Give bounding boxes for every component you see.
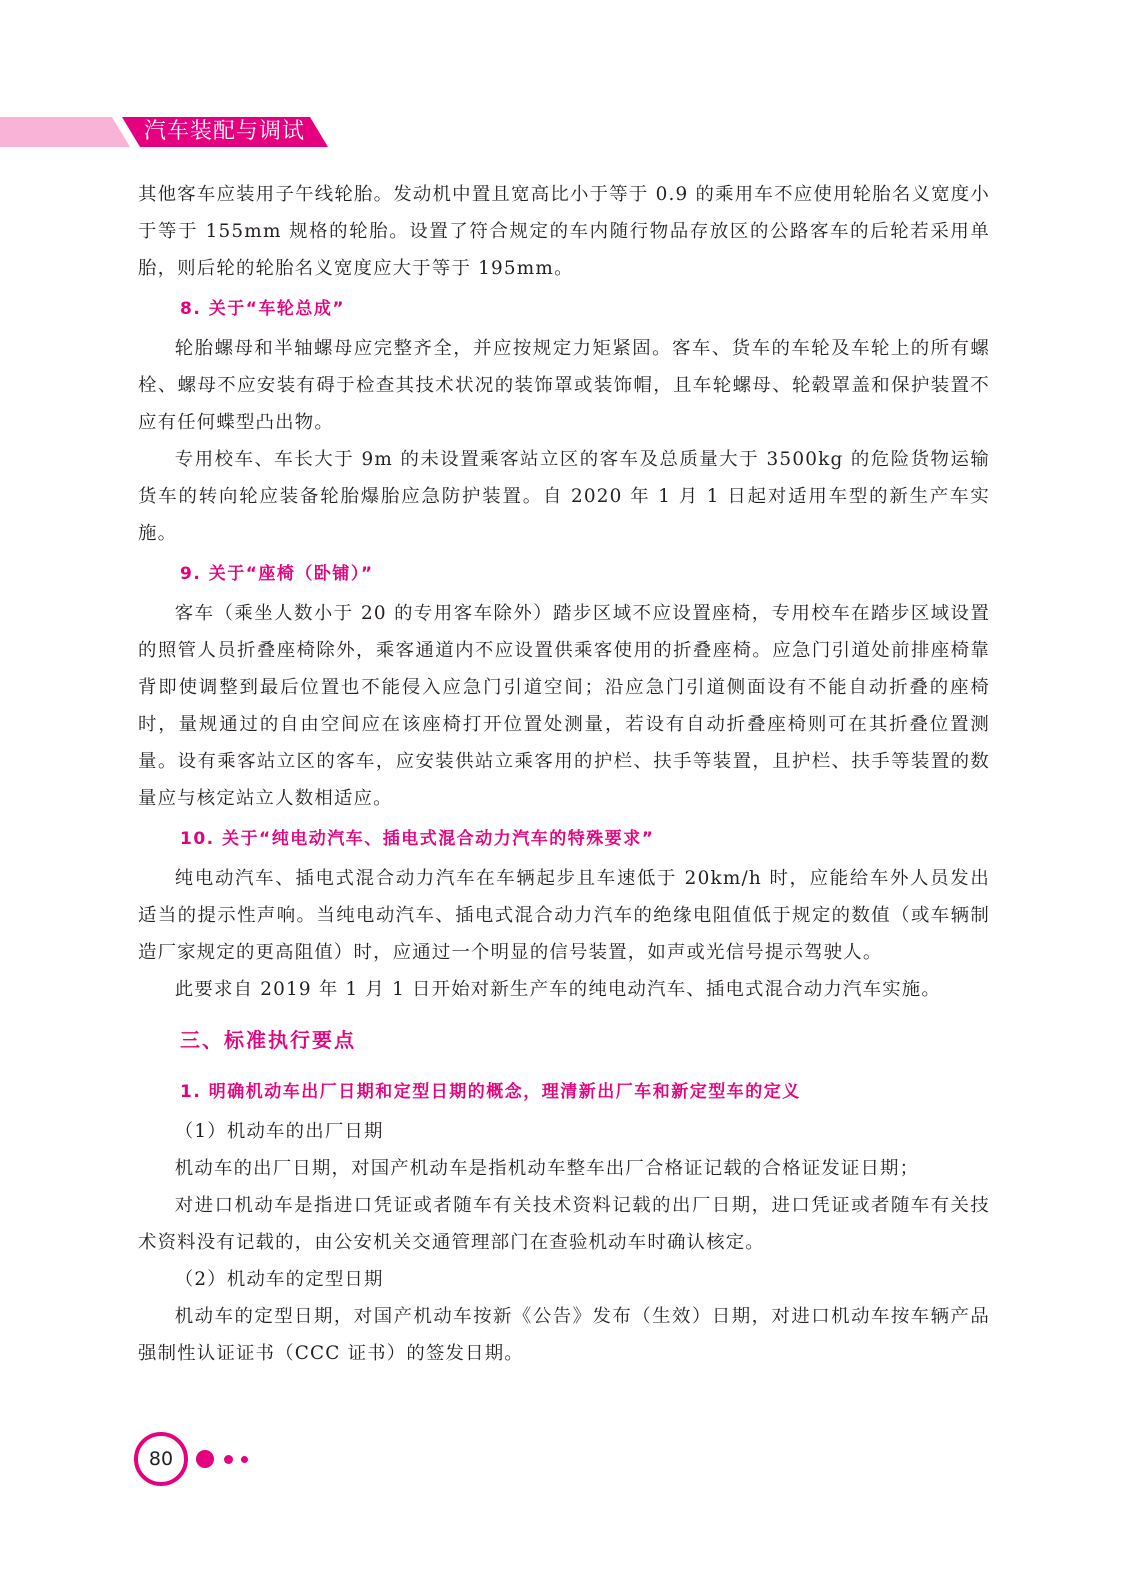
- heading-manufacture-date-concepts: 1. 明确机动车出厂日期和定型日期的概念，理清新出厂车和新定型车的定义: [180, 1082, 801, 1102]
- paragraph-type-approval-date: 机动车的定型日期，对国产机动车按新《公告》发布（生效）日期，对进口机动车按车辆产品强制性认证证书（CCC 证书）的签发日期。: [138, 1306, 990, 1364]
- heading-wheel-assembly: 8. 关于“车轮总成”: [180, 299, 346, 319]
- subheading-manufacture-date: （1）机动车的出厂日期: [174, 1121, 384, 1142]
- heading-electric-vehicles: 10. 关于“纯电动汽车、插电式混合动力汽车的特殊要求”: [180, 829, 655, 849]
- subheading-type-approval-date: （2）机动车的定型日期: [174, 1269, 384, 1290]
- section-heading-key-points: 三、标准执行要点: [180, 1028, 356, 1052]
- paragraph-ev-effective-date: 此要求自 2019 年 1 月 1 日开始对新生产车的纯电动汽车、插电式混合动力汽车实施。: [174, 979, 941, 1000]
- decorative-dot-small: [241, 1456, 248, 1463]
- heading-seats: 9. 关于“座椅（卧铺）”: [180, 564, 374, 584]
- paragraph-domestic-manufacture-date: 机动车的出厂日期，对国产机动车是指机动车整车出厂合格证记载的合格证发证日期；: [174, 1158, 920, 1179]
- page-number: 80: [148, 1448, 174, 1470]
- header-band: [0, 117, 330, 147]
- paragraph-wheel-nuts: 轮胎螺母和半轴螺母应完整齐全，并应按规定力矩紧固。客车、货车的车轮及车轮上的所有螺栓、螺母不应安装有碍于检查其技术状况的装饰罩或装饰帽，且车轮螺母、轮毂罩盖和保护装置不应有任何蝶型凸出物。: [138, 338, 990, 433]
- book-title: 汽车装配与调试: [144, 119, 306, 144]
- page-content: [138, 176, 990, 1372]
- decorative-dot-large: [196, 1450, 214, 1468]
- paragraph-intro: 其他客车应装用子午线轮胎。发动机中置且宽高比小于等于 0.9 的乘用车不应使用轮胎名义宽度小于等于 155mm 规格的轮胎。设置了符合规定的车内随行物品存放区的公路客车的后轮若采用单胎，则后轮的轮胎名义宽度应大于等于 195mm。: [138, 184, 990, 279]
- paragraph-imported-manufacture-date: 对进口机动车是指进口凭证或者随车有关技术资料记载的出厂日期，进口凭证或者随车有关技术资料没有记载的，由公安机关交通管理部门在查验机动车时确认核定。: [138, 1195, 990, 1253]
- page-footer: [134, 1432, 264, 1492]
- paragraph-tire-burst-protection: 专用校车、车长大于 9m 的未设置乘客站立区的客车及总质量大于 3500kg 的危险货物运输货车的转向轮应装备轮胎爆胎应急防护装置。自 2020 年 1 月 1 日起对适用车型的新生产车实施。: [138, 449, 990, 544]
- paragraph-seats: 客车（乘坐人数小于 20 的专用客车除外）踏步区域不应设置座椅，专用校车在踏步区域设置的照管人员折叠座椅除外，乘客通道内不应设置供乘客使用的折叠座椅。应急门引道处前排座椅靠背即使调整到最后位置也不能侵入应急门引道空间；沿应急门引道侧面设有不能自动折叠的座椅时，量规通过的自由空间应在该座椅打开位置处测量，若设有自动折叠座椅则可在其折叠位置测量。设有乘客站立区的客车，应安装供站立乘客用的护栏、扶手等装置，且护栏、扶手等装置的数量应与核定站立人数相适应。: [138, 603, 990, 809]
- paragraph-ev-warning-sound: 纯电动汽车、插电式混合动力汽车在车辆起步且车速低于 20km/h 时，应能给车外人员发出适当的提示性声响。当纯电动汽车、插电式混合动力汽车的绝缘电阻值低于规定的数值（或车辆制造厂家规定的更高阻值）时，应通过一个明显的信号装置，如声或光信号提示驾驶人。: [138, 868, 990, 963]
- decorative-dot-medium: [224, 1455, 233, 1464]
